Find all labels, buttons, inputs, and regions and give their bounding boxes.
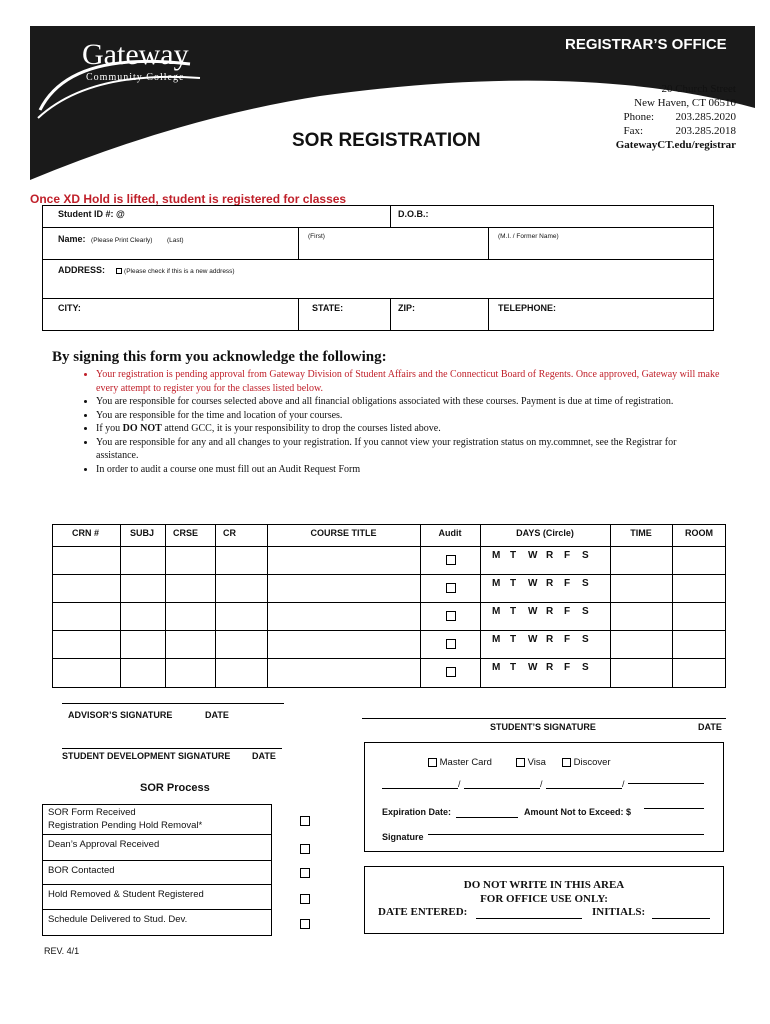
- day-option[interactable]: R: [546, 550, 554, 561]
- date-entered-field[interactable]: DATE ENTERED:: [378, 906, 468, 918]
- day-option[interactable]: S: [582, 662, 589, 673]
- zip-field[interactable]: ZIP:: [398, 303, 415, 313]
- column-header: DAYS (Circle): [516, 528, 574, 538]
- visa-option[interactable]: Visa: [516, 757, 546, 768]
- day-option[interactable]: F: [564, 662, 571, 673]
- day-option[interactable]: R: [546, 578, 554, 589]
- card-signature-field[interactable]: Signature: [382, 832, 424, 842]
- sor-process-checkbox[interactable]: [300, 844, 310, 854]
- day-option[interactable]: W: [528, 606, 538, 617]
- column-header: TIME: [630, 528, 652, 538]
- fax-line: Fax: 203.285.2018: [623, 125, 736, 137]
- amount-field[interactable]: Amount Not to Exceed: $: [524, 807, 632, 817]
- acknowledge-heading: By signing this form you acknowledge the following:: [52, 349, 387, 365]
- day-option[interactable]: R: [546, 662, 554, 673]
- day-option[interactable]: T: [510, 578, 517, 589]
- name-hint: (Please Print Clearly): [91, 237, 153, 244]
- sor-process-checkbox[interactable]: [300, 868, 310, 878]
- student-signature-label: STUDENT’S SIGNATURE: [490, 722, 596, 732]
- state-field[interactable]: STATE:: [312, 303, 344, 313]
- discover-checkbox[interactable]: [562, 758, 571, 767]
- day-option[interactable]: M: [492, 634, 501, 645]
- column-header: Audit: [438, 528, 462, 538]
- sor-process-title: SOR Process: [140, 782, 210, 794]
- initials-field[interactable]: INITIALS:: [592, 906, 646, 918]
- new-address-checkbox[interactable]: [116, 268, 122, 274]
- audit-checkbox[interactable]: [446, 583, 456, 593]
- acknowledge-item: • Your registration is pending approval from Gateway Division of Student Affairs and the Connecticut Board of Regents. Once approved, Gateway will make every attempt to register you for the classes listed below.: [96, 368, 720, 395]
- day-option[interactable]: F: [564, 550, 571, 561]
- column-header: CRSE: [173, 528, 199, 538]
- day-option[interactable]: S: [582, 606, 589, 617]
- audit-checkbox[interactable]: [446, 639, 456, 649]
- day-option[interactable]: W: [528, 662, 538, 673]
- logo-name: Gateway: [82, 38, 189, 71]
- day-option[interactable]: F: [564, 634, 571, 645]
- logo-subtitle: Community College: [86, 72, 185, 83]
- office-name: REGISTRAR’S OFFICE: [565, 36, 727, 53]
- sor-process-item: Hold Removed & Student Registered: [48, 889, 204, 900]
- day-option[interactable]: T: [510, 550, 517, 561]
- day-option[interactable]: M: [492, 578, 501, 589]
- day-option[interactable]: F: [564, 606, 571, 617]
- discover-option[interactable]: Discover: [562, 757, 611, 768]
- visa-checkbox[interactable]: [516, 758, 525, 767]
- hold-notice: Once XD Hold is lifted, student is registered for classes: [30, 192, 347, 206]
- address-block: [560, 82, 736, 152]
- city-field[interactable]: CITY:: [58, 303, 81, 313]
- name-field[interactable]: Name: (Please Print Clearly) (Last): [58, 234, 184, 244]
- form-title: SOR REGISTRATION: [292, 130, 481, 151]
- advisor-signature-label: ADVISOR’S SIGNATURE: [68, 710, 173, 720]
- sor-process-item: BOR Contacted: [48, 865, 115, 876]
- day-option[interactable]: W: [528, 634, 538, 645]
- expiration-date-field[interactable]: Expiration Date:: [382, 807, 452, 817]
- column-header: SUBJ: [130, 528, 155, 538]
- day-option[interactable]: S: [582, 550, 589, 561]
- day-option[interactable]: W: [528, 550, 538, 561]
- acknowledge-item: • In order to audit a course one must fill out an Audit Request Form: [96, 463, 720, 477]
- sor-process-checkbox[interactable]: [300, 894, 310, 904]
- day-option[interactable]: R: [546, 606, 554, 617]
- audit-checkbox[interactable]: [446, 555, 456, 565]
- phone-line: Phone: 203.285.2020: [623, 111, 736, 123]
- website-link[interactable]: GatewayCT.edu/registrar: [615, 139, 736, 151]
- day-option[interactable]: M: [492, 662, 501, 673]
- first-name-hint: (First): [308, 233, 325, 240]
- address-hint: (Please check if this is a new address): [124, 268, 235, 275]
- audit-checkbox[interactable]: [446, 611, 456, 621]
- sor-process-item: Schedule Delivered to Stud. Dev.: [48, 914, 188, 925]
- acknowledge-item: • You are responsible for any and all changes to your registration. If you cannot view your registration status on my.commnet, see the Registrar for assistance.: [96, 436, 720, 463]
- audit-checkbox[interactable]: [446, 667, 456, 677]
- column-header: ROOM: [685, 528, 713, 538]
- day-option[interactable]: T: [510, 662, 517, 673]
- day-option[interactable]: W: [528, 578, 538, 589]
- sor-process-checkbox[interactable]: [300, 816, 310, 826]
- middle-initial-hint: (M.I. / Former Name): [498, 233, 559, 240]
- dev-date-label: DATE: [252, 751, 276, 761]
- last-name-hint: (Last): [166, 237, 184, 244]
- acknowledge-item: • If you DO NOT attend GCC, it is your responsibility to drop the courses listed above.: [96, 422, 720, 436]
- column-header: CRN #: [72, 528, 100, 538]
- mastercard-option[interactable]: Master Card: [428, 757, 492, 768]
- revision-label: REV. 4/1: [44, 946, 80, 956]
- dev-signature-label: STUDENT DEVELOPMENT SIGNATURE: [62, 751, 231, 761]
- day-option[interactable]: R: [546, 634, 554, 645]
- advisor-date-label: DATE: [205, 710, 229, 720]
- day-option[interactable]: M: [492, 550, 501, 561]
- acknowledge-list: [56, 368, 720, 476]
- sor-process-item: Dean’s Approval Received: [48, 839, 160, 850]
- day-option[interactable]: T: [510, 606, 517, 617]
- mastercard-checkbox[interactable]: [428, 758, 437, 767]
- day-option[interactable]: M: [492, 606, 501, 617]
- telephone-field[interactable]: TELEPHONE:: [498, 303, 557, 313]
- address-field[interactable]: ADDRESS: (Please check if this is a new address): [58, 265, 235, 275]
- sor-process-checkbox[interactable]: [300, 919, 310, 929]
- day-option[interactable]: T: [510, 634, 517, 645]
- acknowledge-item: • You are responsible for courses selected above and all financial obligations associated with these courses. Payment is due at time of registration.: [96, 395, 720, 409]
- student-date-label: DATE: [698, 722, 722, 732]
- column-header: COURSE TITLE: [310, 528, 377, 538]
- office-warning: DO NOT WRITE IN THIS AREA: [463, 879, 625, 891]
- dob-field[interactable]: D.O.B.:: [398, 209, 429, 219]
- column-header: CR: [223, 528, 236, 538]
- address-line-2: New Haven, CT 06510: [634, 97, 736, 109]
- office-use-label: FOR OFFICE USE ONLY:: [480, 893, 608, 905]
- address-line-1: 20 Church Street: [661, 83, 736, 95]
- sor-process-item: SOR Form Received Registration Pending Hold Removal*: [48, 807, 203, 831]
- day-option[interactable]: F: [564, 578, 571, 589]
- day-option[interactable]: S: [582, 634, 589, 645]
- student-id-field[interactable]: Student ID #: @: [58, 209, 125, 219]
- acknowledge-item: • You are responsible for the time and location of your courses.: [96, 409, 720, 423]
- day-option[interactable]: S: [582, 578, 589, 589]
